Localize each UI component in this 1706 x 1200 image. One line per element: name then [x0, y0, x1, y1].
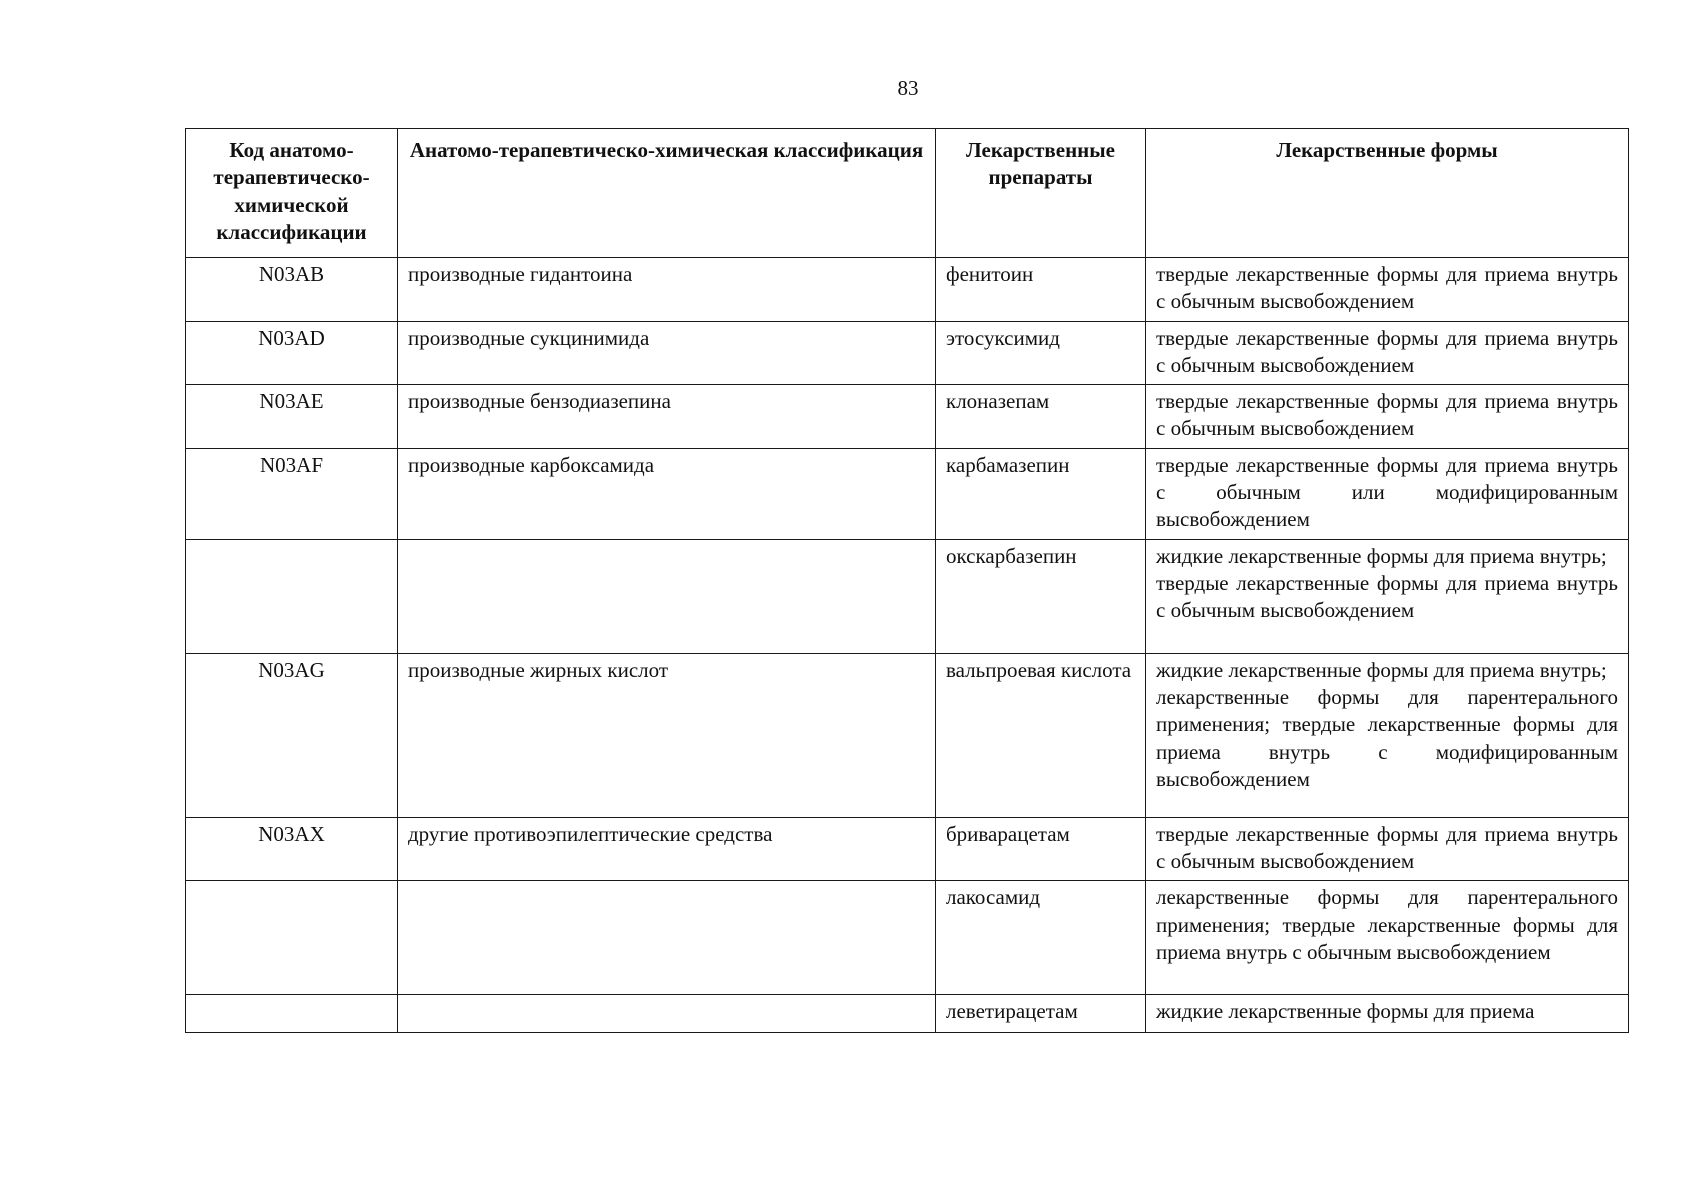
- atc-code-cell: N03AD: [186, 321, 398, 385]
- dosage-forms-cell: [1146, 321, 1629, 385]
- table-row: [186, 881, 1629, 995]
- drug-name-cell: леветирацетам: [936, 995, 1146, 1033]
- table-row: [186, 653, 1629, 817]
- page-number: 83: [897, 76, 919, 100]
- dosage-form-line: лекарственные формы для парентерального применения; твердые лекарственные формы для приема внутрь с обычным высвобождением: [1156, 885, 1618, 964]
- atc-code-cell: [186, 881, 398, 995]
- atc-classification-cell: другие противоэпилептические средства: [398, 817, 936, 881]
- dosage-form-line: твердые лекарственные формы для приема внутрь с обычным высвобождением: [1156, 570, 1618, 623]
- header-classification: Анатомо-терапевтическо-химическая классификация: [398, 129, 936, 258]
- atc-code-cell: N03AF: [186, 448, 398, 539]
- atc-classification-cell: [398, 539, 936, 653]
- dosage-forms-cell: [1146, 817, 1629, 881]
- drug-name-cell: лакосамид: [936, 881, 1146, 995]
- table-row: [186, 385, 1629, 449]
- dosage-form-line: твердые лекарственные формы для приема внутрь с обычным или модифицированным высвобождением: [1156, 452, 1618, 532]
- dosage-forms-cell: [1146, 539, 1629, 653]
- atc-classification-cell: производные сукцинимида: [398, 321, 936, 385]
- atc-classification-cell: производные гидантоина: [398, 258, 936, 322]
- dosage-forms-cell: [1146, 653, 1629, 817]
- atc-code-cell: N03AG: [186, 653, 398, 817]
- table-row: [186, 258, 1629, 322]
- drug-name-cell: вальпроевая кислота: [936, 653, 1146, 817]
- dosage-forms-cell: [1146, 448, 1629, 539]
- table-row: [186, 539, 1629, 653]
- atc-code-cell: N03AE: [186, 385, 398, 449]
- atc-classification-cell: производные бензодиазепина: [398, 385, 936, 449]
- drug-name-cell: клоназепам: [936, 385, 1146, 449]
- atc-classification-table: [185, 128, 1629, 1033]
- dosage-form-line: лекарственные формы для парентерального применения; твердые лекарственные формы для приема внутрь с модифицированным высвобождением: [1156, 684, 1618, 791]
- dosage-form-line: твердые лекарственные формы для приема внутрь с обычным высвобождением: [1156, 389, 1618, 441]
- dosage-forms-cell: [1146, 258, 1629, 322]
- table-row: [186, 448, 1629, 539]
- atc-classification-cell: [398, 995, 936, 1033]
- atc-code-cell: [186, 995, 398, 1033]
- header-forms: Лекарственные формы: [1146, 129, 1629, 258]
- dosage-form-line: твердые лекарственные формы для приема внутрь с обычным высвобождением: [1156, 262, 1618, 314]
- dosage-forms-cell: [1146, 881, 1629, 995]
- atc-classification-cell: производные жирных кислот: [398, 653, 936, 817]
- dosage-form-line: жидкие лекарственные формы для приема внутрь;: [1156, 543, 1607, 568]
- table-body: [186, 258, 1629, 1033]
- atc-code-cell: N03AX: [186, 817, 398, 881]
- dosage-form-line: жидкие лекарственные формы для приема внутрь;: [1156, 657, 1607, 682]
- dosage-forms-cell: [1146, 995, 1629, 1033]
- header-code: Код анатомо-терапевтическо-химической классификации: [186, 129, 398, 258]
- dosage-form-line: твердые лекарственные формы для приема внутрь с обычным высвобождением: [1156, 821, 1618, 873]
- atc-code-cell: N03AB: [186, 258, 398, 322]
- drug-name-cell: этосуксимид: [936, 321, 1146, 385]
- table-row: [186, 995, 1629, 1033]
- dosage-form-line: твердые лекарственные формы для приема внутрь с обычным высвобождением: [1156, 325, 1618, 377]
- atc-classification-cell: [398, 881, 936, 995]
- atc-classification-cell: производные карбоксамида: [398, 448, 936, 539]
- header-drugs: Лекарственные препараты: [936, 129, 1146, 258]
- table-row: [186, 817, 1629, 881]
- drug-name-cell: карбамазепин: [936, 448, 1146, 539]
- dosage-forms-cell: [1146, 385, 1629, 449]
- table-header-row: [186, 129, 1629, 258]
- drug-name-cell: окскарбазепин: [936, 539, 1146, 653]
- atc-code-cell: [186, 539, 398, 653]
- dosage-form-line: жидкие лекарственные формы для приема: [1156, 999, 1535, 1024]
- table-row: [186, 321, 1629, 385]
- drug-name-cell: бриварацетам: [936, 817, 1146, 881]
- drug-name-cell: фенитоин: [936, 258, 1146, 322]
